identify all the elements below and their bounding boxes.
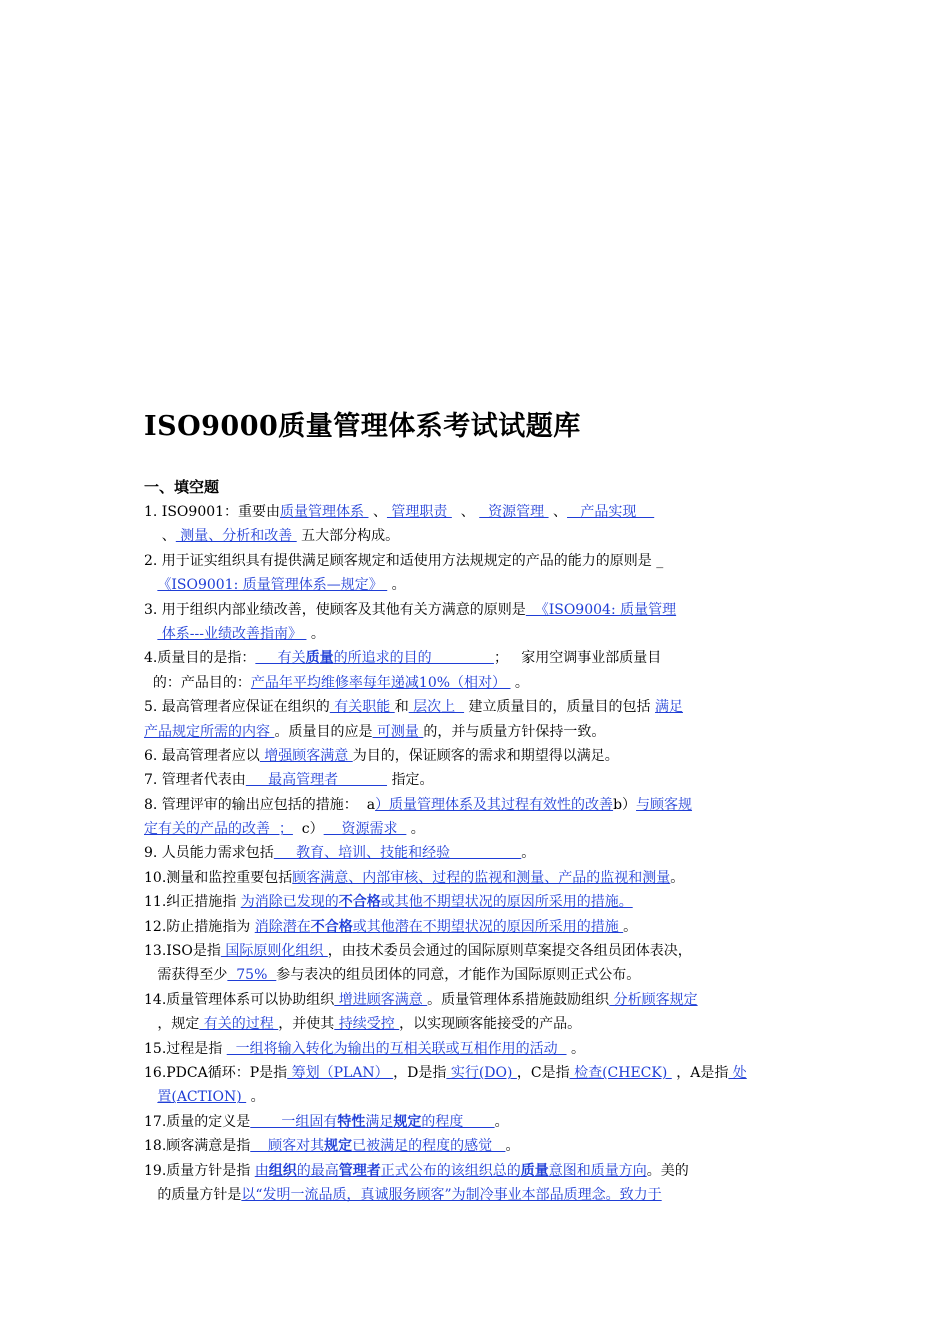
question-text: 。 — [387, 577, 406, 594]
question-text: 11.纠正措施指 — [144, 894, 241, 911]
question-text: 参与表决的组员团体的同意，才能作为国际原则正式公布。 — [276, 967, 641, 984]
question-text: 16.PDCA循环：P是指 — [144, 1064, 288, 1081]
question-text: 2. 用于证实组织具有提供满足顾客规定和适使用方法规规定的产品的能力的原则是 _ — [144, 552, 664, 569]
answer-blank: 教育、培训、技能和经验 — [273, 845, 522, 862]
answer-blank: 分析顾客规定 — [609, 991, 698, 1008]
answer-blank: 或其他不期望状况的原因所采用的措施。 — [380, 894, 633, 911]
question-line — [144, 1061, 808, 1085]
answer-blank: 的所追求的目的 — [333, 650, 494, 667]
answer-blank: 最高管理者 — [245, 772, 388, 789]
question-text: ，规定 — [144, 1016, 200, 1033]
question-item — [144, 890, 808, 914]
question-text: 。 — [246, 1089, 265, 1106]
question-text: 1. ISO9001：重要由 — [144, 504, 281, 520]
question-text: ； 家用空调事业部质量目 — [493, 650, 662, 667]
question-text: 指定。 — [387, 772, 434, 789]
answer-blank: 增强顾客满意 — [259, 747, 353, 764]
question-continuation-line — [144, 817, 808, 841]
question-line — [144, 915, 808, 939]
question-line — [144, 1110, 808, 1134]
question-text: 6. 最高管理者应以 — [144, 747, 260, 764]
question-text: 。 — [566, 1040, 585, 1057]
answer-blank: 资源需求 — [323, 821, 407, 838]
question-text: 。 — [306, 625, 325, 642]
answer-blank: 管理者 — [338, 1162, 381, 1179]
question-text: 建立质量目的，质量目的包括 — [464, 699, 655, 716]
question-text: b） — [613, 796, 637, 813]
question-text: 、 — [548, 504, 568, 520]
answer-blank: 《ISO9004: 质量管理 — [525, 601, 677, 618]
answer-blank: 的最高 — [296, 1162, 339, 1179]
question-item — [144, 1159, 808, 1208]
question-line — [144, 500, 808, 524]
question-item — [144, 841, 808, 865]
question-text: ，以实现顾客能接受的产品。 — [399, 1016, 582, 1033]
question-text: 和 — [394, 699, 409, 716]
question-text: 13.ISO是指 — [144, 943, 221, 960]
question-continuation-line — [144, 573, 808, 597]
answer-blank: 可测量 — [372, 723, 424, 740]
question-text: 。 — [670, 869, 685, 886]
question-line — [144, 1159, 808, 1183]
question-text: ，C是指 — [516, 1064, 570, 1081]
answer-blank: 处 — [728, 1064, 747, 1081]
answer-blank: 有关 — [255, 650, 306, 667]
question-item — [144, 1110, 808, 1134]
question-text: 需获得至少 — [144, 967, 228, 984]
answer-blank: 规定 — [324, 1138, 353, 1155]
answer-blank: 或其他潜在不期望状况的原因所采用的措施 — [352, 918, 624, 935]
answer-blank: 国际原则化组织 — [220, 943, 328, 960]
question-text: 19.质量方针是指 — [144, 1162, 255, 1179]
answer-blank: 资源管理 — [479, 504, 549, 520]
answer-blank: 的程度 — [421, 1113, 495, 1130]
question-text: 。 — [521, 845, 536, 862]
question-text: ，D是指 — [393, 1064, 447, 1081]
question-text: 、 — [368, 504, 387, 520]
question-text: 。美的 — [646, 1162, 689, 1179]
question-item — [144, 1061, 808, 1110]
question-continuation-line — [144, 524, 808, 548]
question-text: 10.测量和监控重要包括 — [144, 869, 293, 886]
answer-blank: 产品年平均维修率每年递减10%（相对） — [250, 674, 511, 691]
question-line — [144, 866, 808, 890]
question-text: 。 — [510, 674, 529, 691]
question-text: 3. 用于组织内部业绩改善，使顾客及其他有关方满意的原则是 — [144, 601, 526, 618]
answer-blank: 为消除已发现的 — [240, 894, 339, 911]
question-text: 14.质量管理体系可以协助组织 — [144, 991, 335, 1008]
question-text: 的质量方针是 — [144, 1186, 242, 1203]
question-text: 。质量管理体系措施鼓励组织 — [427, 991, 610, 1008]
document-title: ISO9000质量管理体系考试试题库 — [144, 411, 581, 442]
answer-blank: 特性 — [337, 1113, 366, 1130]
answer-blank: 已被满足的程度的感觉 — [352, 1138, 506, 1155]
question-line — [144, 768, 808, 792]
question-continuation-line — [144, 1183, 808, 1207]
question-item — [144, 768, 808, 792]
question-text: 17.质量的定义是 — [144, 1113, 251, 1130]
answer-blank: 测量、分析和改善 — [175, 528, 297, 545]
question-list — [144, 500, 808, 1207]
question-text: 7. 管理者代表由 — [144, 772, 246, 789]
question-line — [144, 988, 808, 1012]
answer-blank: 不合格 — [310, 918, 353, 935]
question-text: 15.过程是指 — [144, 1040, 227, 1057]
answer-blank: 有关的过程 — [199, 1016, 279, 1033]
answer-blank: 满足 — [365, 1113, 394, 1130]
answer-blank: 规定 — [393, 1113, 422, 1130]
question-line — [144, 1134, 808, 1158]
question-text: 12.防止措施指为 — [144, 918, 255, 935]
question-text: 。 — [505, 1138, 520, 1155]
question-item — [144, 1134, 808, 1158]
question-item — [144, 915, 808, 939]
question-item — [144, 793, 808, 842]
answer-blank: 75% — [227, 967, 277, 984]
answer-blank: 以“发明一流品质，真诚服务顾客”为制冷事业本部品质理念。致力于 — [241, 1186, 662, 1203]
question-item — [144, 866, 808, 890]
question-continuation-line — [144, 671, 808, 695]
question-text: 。 — [406, 821, 425, 838]
answer-blank: 筹划（PLAN） — [287, 1064, 394, 1081]
answer-blank: 一组固有 — [250, 1113, 338, 1130]
question-continuation-line — [144, 963, 808, 987]
answer-blank: 《ISO9001: 质量管理体系—规定》 — [157, 577, 388, 594]
question-text: 。 — [494, 1113, 509, 1130]
question-text — [144, 577, 157, 593]
question-text: ，并使其 — [278, 1016, 335, 1033]
question-text: 为目的，保证顾客的需求和期望得以满足。 — [352, 747, 619, 764]
answer-blank: 正式公布的该组织总的 — [380, 1162, 521, 1179]
question-item — [144, 988, 808, 1037]
question-line — [144, 598, 808, 622]
question-item — [144, 744, 808, 768]
question-text: 、 — [451, 504, 480, 520]
answer-blank: 产品实现 — [567, 504, 655, 520]
question-line — [144, 939, 808, 963]
question-text — [144, 626, 157, 642]
answer-blank: 意图和质量方向 — [548, 1162, 647, 1179]
answer-blank: ）质量管理体系及其过程有效性的改善 — [375, 796, 614, 813]
question-continuation-line — [144, 1012, 808, 1036]
question-text: 18.顾客满意是指 — [144, 1138, 251, 1155]
answer-blank: 实行(DO) — [446, 1064, 517, 1081]
answer-blank: 质量 — [520, 1162, 549, 1179]
answer-blank: 定有关的产品的改善 ； — [144, 821, 293, 838]
answer-blank: 满足 — [654, 699, 683, 716]
question-line — [144, 1037, 808, 1061]
answer-blank: 有关职能 — [329, 699, 395, 716]
answer-blank: 产品规定所需的内容 — [144, 723, 275, 740]
question-continuation-line — [144, 720, 808, 744]
question-text: 4.质量目的是指： — [144, 650, 256, 667]
question-item — [144, 598, 808, 647]
question-text: c） — [292, 821, 324, 838]
answer-blank: 置(ACTION) — [157, 1089, 247, 1106]
question-line — [144, 549, 808, 573]
question-text: 5. 最高管理者应保证在组织的 — [144, 699, 330, 716]
question-text: ，A是指 — [671, 1064, 729, 1081]
answer-blank: 与顾客规 — [636, 796, 693, 813]
question-line — [144, 890, 808, 914]
answer-blank: 层次上 — [408, 699, 465, 716]
question-item — [144, 549, 808, 598]
answer-blank: 顾客对其 — [250, 1138, 325, 1155]
question-text: 。质量目的应是 — [274, 723, 373, 740]
question-line — [144, 646, 808, 670]
answer-blank: 体系---业绩改善指南》 — [157, 625, 307, 642]
question-text: 。 — [623, 918, 638, 935]
question-text: 9. 人员能力需求包括 — [144, 845, 274, 862]
question-text: 、 — [144, 528, 176, 545]
question-item — [144, 646, 808, 695]
question-text: 的，并与质量方针保持一致。 — [423, 723, 606, 740]
question-continuation-line — [144, 1085, 808, 1109]
answer-blank: 管理职责 — [386, 504, 452, 520]
question-line — [144, 793, 808, 817]
answer-blank: 由 — [254, 1162, 269, 1179]
question-item — [144, 500, 808, 549]
question-item — [144, 939, 808, 988]
question-continuation-line — [144, 622, 808, 646]
answer-blank: 检查(CHECK) — [569, 1064, 672, 1081]
question-text: 五大部分构成。 — [296, 528, 400, 545]
question-text: 8. 管理评审的输出应包括的措施： a — [144, 796, 376, 813]
answer-blank: 不合格 — [338, 894, 381, 911]
question-line — [144, 744, 808, 768]
answer-blank: 质量 — [305, 650, 334, 667]
answer-blank: 质量管理体系 — [280, 504, 369, 520]
answer-blank: 顾客满意、内部审核、过程的监视和测量、产品的监视和测量 — [292, 869, 671, 886]
answer-blank: 一组将输入转化为输出的互相关联或互相作用的活动 — [226, 1040, 567, 1057]
answer-blank: 增进顾客满意 — [334, 991, 428, 1008]
question-text — [144, 1089, 157, 1105]
answer-blank: 持续受控 — [334, 1016, 400, 1033]
question-line — [144, 695, 808, 719]
section-heading: 一、填空题 — [144, 478, 220, 496]
answer-blank: 组织 — [268, 1162, 297, 1179]
question-text: 的：产品目的： — [144, 674, 251, 691]
question-line — [144, 841, 808, 865]
question-text: ，由技术委员会通过的国际原则草案提交各组员团体表决， — [327, 943, 692, 960]
question-item — [144, 695, 808, 744]
question-item — [144, 1037, 808, 1061]
answer-blank: 消除潜在 — [254, 918, 311, 935]
